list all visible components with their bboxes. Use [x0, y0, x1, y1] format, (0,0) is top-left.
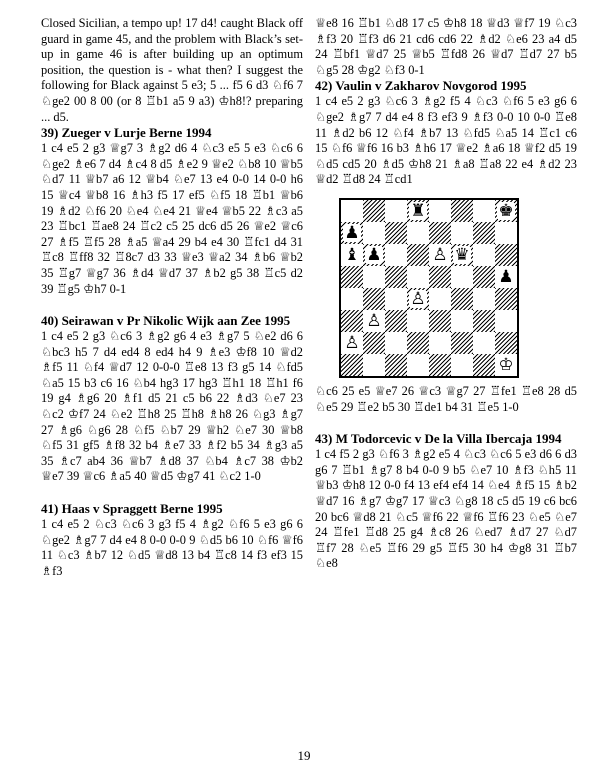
- square-b2: [363, 332, 385, 354]
- game-43: [315, 431, 577, 572]
- square-b7: [363, 222, 385, 244]
- square-h8: [495, 200, 517, 222]
- square-e4: [429, 288, 451, 310]
- chess-piece: ♟: [366, 244, 382, 265]
- square-g8: [473, 200, 495, 222]
- square-d6: [407, 244, 429, 266]
- square-d8: [407, 200, 429, 222]
- square-e5: [429, 266, 451, 288]
- game-moves: 1 c4 e5 2 g3 ♘c6 3 ♗g2 g6 4 e3 ♗g7 5 ♘e2 d6 6 ♘bc3 h5 7 d4 ed4 8 ed4 h4 9 ♗e3 ♔f8 10 ♕d2 ♗f5 11 ♘f4 ♕d7 12 0-0-0 ♖e8 13 f3 g5 14 ♘fd5 ♘a5 15 b3 c6 16 ♘b4 hg3 17 hg3 ♖h1 18 ♖h1 f6 19 g4 ♗g6 20 ♗f1 d5 21 c5 b6 22 ♗d3 ♘e7 23 ♘c2 ♔f7 24 ♘e2 ♖h8 25 ♖h8 ♗h8 26 ♘g3 ♗g7 27 ♗g6 ♘g6 28 ♘f5 ♘b7 29 ♕h2 ♘e7 30 ♕b8 ♘f5 31 gf5 ♗f8 32 b4 ♗e7 33 ♗f2 b5 34 ♗g3 a5 35 ♗c7 ab4 36 ♕b7 ♗d8 37 ♘b4 ♗c7 38 ♔b2 ♕e7 39 ♕c6 ♗a5 40 ♕d5 ♔g7 41 ♘c2 1-0: [41, 329, 303, 484]
- square-d4: [407, 288, 429, 310]
- square-d1: [407, 354, 429, 376]
- square-a7: [341, 222, 363, 244]
- square-f2: [451, 332, 473, 354]
- square-e6: [429, 244, 451, 266]
- square-h2: [495, 332, 517, 354]
- game-42: [315, 78, 577, 415]
- square-h3: [495, 310, 517, 332]
- square-f4: [451, 288, 473, 310]
- chess-piece: ♙: [432, 244, 448, 265]
- game-heading: 40) Seirawan v Pr Nikolic Wijk aan Zee 1995: [41, 313, 291, 329]
- chess-piece: ♜: [410, 200, 426, 221]
- square-g6: [473, 244, 495, 266]
- right-column: [315, 16, 577, 588]
- game-41: [41, 501, 303, 579]
- square-a3: [341, 310, 363, 332]
- chess-piece: ♝: [344, 244, 360, 265]
- chess-board: [339, 198, 519, 378]
- square-e2: [429, 332, 451, 354]
- chess-piece: ♙: [344, 332, 360, 353]
- square-g3: [473, 310, 495, 332]
- square-h4: [495, 288, 517, 310]
- square-a4: [341, 288, 363, 310]
- square-c4: [385, 288, 407, 310]
- page-number: 19: [297, 748, 311, 763]
- square-a5: [341, 266, 363, 288]
- game-41-continuation: ♕e8 16 ♖b1 ♘d8 17 c5 ♔h8 18 ♕d3 ♕f7 19 ♘c3 ♗f3 20 ♖f3 d6 21 cd6 cd6 22 ♗d2 ♘e6 23 a4 d5 24 ♖bf1 ♕d7 25 ♕b5 ♖fd8 26 ♕d7 ♖d7 27 b5 ♘g5 28 ♔g2 ♘f3 0-1: [315, 16, 577, 77]
- square-h5: [495, 266, 517, 288]
- square-d7: [407, 222, 429, 244]
- square-f6: [451, 244, 473, 266]
- square-c2: [385, 332, 407, 354]
- square-d2: [407, 332, 429, 354]
- square-g5: [473, 266, 495, 288]
- square-a1: [341, 354, 363, 376]
- game-heading: 42) Vaulin v Zakharov Novgorod 1995: [315, 78, 527, 94]
- game-moves-after-diagram: ♘c6 25 e5 ♕e7 26 ♕c3 ♕g7 27 ♖fe1 ♖e8 28 d5 ♘e5 29 ♖e2 b5 30 ♖de1 b4 31 ♖e5 1-0: [315, 383, 577, 414]
- chess-piece: ♙: [410, 288, 426, 309]
- square-c5: [385, 266, 407, 288]
- square-b5: [363, 266, 385, 288]
- square-h6: [495, 244, 517, 266]
- square-e7: [429, 222, 451, 244]
- game-heading: 43) M Todorcevic v De la Villa Ibercaja 1994: [315, 431, 562, 447]
- square-e3: [429, 310, 451, 332]
- game-moves: 1 c4 e5 2 g3 ♘c6 3 ♗g2 f5 4 ♘c3 ♘f6 5 e3 g6 6 ♘ge2 ♗g7 7 d4 e4 8 f3 ef3 9 ♗f3 0-0 10 0-0 ♖e8 11 ♗d2 b6 12 ♘f4 ♗b7 13 ♘fd5 ♘a5 14 ♖c1 c6 15 ♘f6 ♕f6 16 b3 ♗h6 17 ♕e2 ♗a6 18 ♕f2 d5 19 ♘d5 cd5 20 ♗d5 ♔h8 21 ♗a8 ♖a8 22 e4 ♗d2 23 ♕d2 ♖d8 24 ♖cd1: [315, 94, 577, 187]
- square-g7: [473, 222, 495, 244]
- square-f5: [451, 266, 473, 288]
- game-moves: 1 c4 e5 2 ♘c3 ♘c6 3 g3 f5 4 ♗g2 ♘f6 5 e3 g6 6 ♘ge2 ♗g7 7 d4 e4 8 0-0 0-0 9 ♘d5 b6 10 ♘f6 ♕f6 11 ♘c3 ♗b7 12 ♘d5 ♕d8 13 b4 ♖c8 14 f3 ef3 15 ♗f3: [41, 517, 303, 578]
- chess-piece: ♔: [498, 354, 514, 375]
- square-f8: [451, 200, 473, 222]
- square-b1: [363, 354, 385, 376]
- game-heading: 39) Zueger v Lurje Berne 1994: [41, 125, 212, 141]
- game-heading: 41) Haas v Spraggett Berne 1995: [41, 501, 223, 517]
- square-f7: [451, 222, 473, 244]
- square-d5: [407, 266, 429, 288]
- square-a6: [341, 244, 363, 266]
- square-a8: [341, 200, 363, 222]
- square-f3: [451, 310, 473, 332]
- game-39: [41, 125, 303, 297]
- game-moves: 1 c4 e5 2 g3 ♕g7 3 ♗g2 d6 4 ♘c3 e5 5 e3 ♘c6 6 ♘ge2 ♗e6 7 d4 ♗c4 8 d5 ♗e2 9 ♕e2 ♘b8 10 ♕b5 ♘d7 11 ♕b7 a6 12 ♕b4 ♘e7 13 e4 0-0 14 0-0 h6 15 ♕c4 ♕b8 16 ♗h3 f5 17 ef5 ♘f5 18 ♖b1 ♕b6 19 ♗d2 ♘f6 20 ♘e4 ♘e4 21 ♕e4 ♕b5 22 ♗c3 a5 23 ♖bc1 ♖ae8 24 ♖c2 c5 25 dc6 d5 26 ♕e2 ♕c6 27 ♗f5 ♖f5 28 ♗a5 ♕a4 29 b4 e4 30 ♖fc1 d4 31 ♖c8 ♖ff8 32 ♖8c7 d3 33 ♕e3 ♕a2 34 ♗b6 ♕b2 35 ♖g7 ♕g7 36 ♗d4 ♕d7 37 ♗b2 g5 38 ♖c5 d2 39 ♖g5 ♔h7 0-1: [41, 141, 303, 296]
- chess-piece: ♚: [498, 200, 514, 221]
- square-c1: [385, 354, 407, 376]
- square-g2: [473, 332, 495, 354]
- left-column: [41, 16, 303, 595]
- square-g1: [473, 354, 495, 376]
- chess-piece: ♛: [454, 244, 470, 265]
- square-e8: [429, 200, 451, 222]
- square-c7: [385, 222, 407, 244]
- intro-paragraph: Closed Sicilian, a tempo up! 17 d4! caught Black off guard in game 45, and the problem with Black’s set-up in game 46 is after building up an optimum position, the question is - what then? I suggest the following for Black against 5 e3; 5 ... f5 6 d3 ♘f6 7 ♘ge2 00 8 00 (or 8 ♖b1 a5 9 a3) ♔h8!? preparing ... d5.: [41, 16, 303, 124]
- square-a2: [341, 332, 363, 354]
- game-40: [41, 313, 303, 485]
- chess-piece: ♟: [498, 266, 514, 287]
- game-moves: 1 c4 f5 2 g3 ♘f6 3 ♗g2 e5 4 ♘c3 ♘c6 5 e3 d6 6 d3 g6 7 ♖b1 ♗g7 8 b4 0-0 9 b5 ♘e7 10 ♗f3 ♘h5 11 ♕b3 ♔h8 12 0-0 f4 13 ef4 ef4 14 ♘e4 ♗f5 15 ♗b2 ♕d7 16 ♗g7 ♔g7 17 ♕c3 ♘g8 18 c5 d5 19 c6 bc6 20 bc6 ♕d8 21 ♘c5 ♕f6 22 ♕f6 ♖f6 23 ♘e5 ♘e7 24 ♖fe1 ♖d8 25 g4 ♗c8 26 ♘ed7 ♗d7 27 ♘d7 ♖f7 28 ♘e5 ♖f6 29 g5 ♖f5 30 h4 ♔g8 31 ♖b7 ♘e8: [315, 447, 577, 571]
- square-c8: [385, 200, 407, 222]
- square-h7: [495, 222, 517, 244]
- square-b3: [363, 310, 385, 332]
- square-f1: [451, 354, 473, 376]
- chess-piece: ♟: [344, 222, 360, 243]
- square-d3: [407, 310, 429, 332]
- square-h1: [495, 354, 517, 376]
- chess-diagram: [339, 198, 519, 378]
- chess-piece: ♙: [366, 310, 382, 331]
- square-e1: [429, 354, 451, 376]
- square-b4: [363, 288, 385, 310]
- square-b6: [363, 244, 385, 266]
- square-g4: [473, 288, 495, 310]
- square-b8: [363, 200, 385, 222]
- square-c6: [385, 244, 407, 266]
- square-c3: [385, 310, 407, 332]
